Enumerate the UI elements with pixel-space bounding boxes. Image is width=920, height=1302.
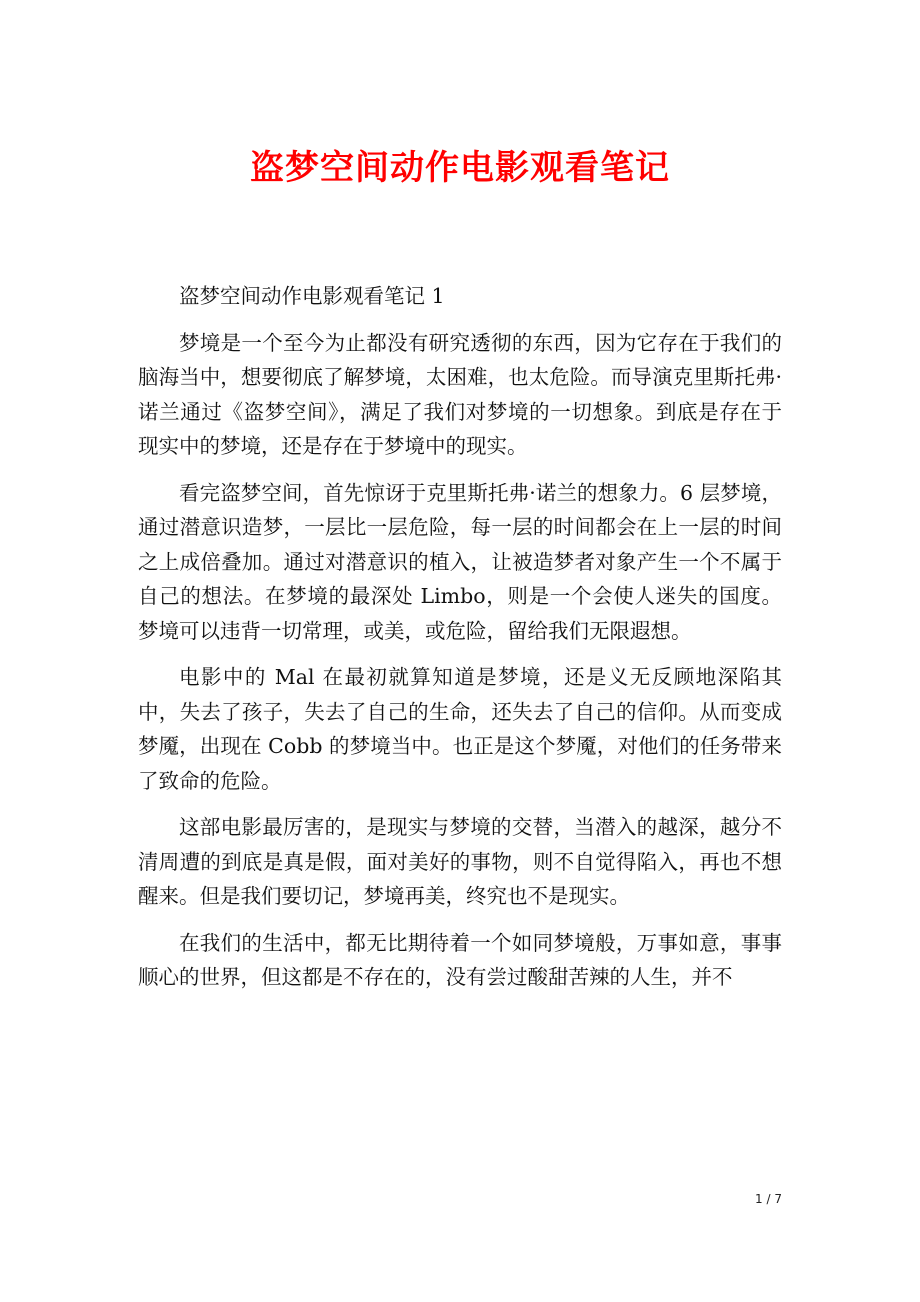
page-number: 1 / 7 xyxy=(755,1192,782,1206)
paragraph-3: 电影中的 Mal 在最初就算知道是梦境，还是义无反顾地深陷其中，失去了孩子，失去了自己的生命，还失去了自己的信仰。从而变成梦魇，出现在 Cobb 的梦境当中。也正是这个梦魇，对他们的任务带来了致命的危险。 xyxy=(138,665,782,793)
document-title: 盗梦空间动作电影观看笔记 xyxy=(250,148,670,188)
paragraph-4: 这部电影最厉害的，是现实与梦境的交替，当潜入的越深，越分不清周遭的到底是真是假，面对美好的事物，则不自觉得陷入，再也不想醒来。但是我们要切记，梦境再美，终究也不是现实。 xyxy=(138,815,782,908)
document-body xyxy=(138,279,782,1007)
paragraph-2: 看完盗梦空间，首先惊讶于克里斯托弗·诺兰的想象力。6 层梦境，通过潜意识造梦，一层比一层危险，每一层的时间都会在上一层的时间之上成倍叠加。通过对潜意识的植入，让被造梦者对象产生一个不属于自己的想法。在梦境的最深处 Limbo，则是一个会使人迷失的国度。梦境可以违背一切常理，或美，或危险，留给我们无限遐想。 xyxy=(138,480,782,643)
paragraph-5: 在我们的生活中，都无比期待着一个如同梦境般，万事如意，事事顺心的世界，但这都是不存在的，没有尝过酸甜苦辣的人生，并不 xyxy=(138,930,782,989)
paragraph-1: 梦境是一个至今为止都没有研究透彻的东西，因为它存在于我们的脑海当中，想要彻底了解梦境，太困难，也太危险。而导演克里斯托弗·诺兰通过《盗梦空间》，满足了我们对梦境的一切想象。到底是存在于现实中的梦境，还是存在于梦境中的现实。 xyxy=(138,330,782,458)
section-heading: 盗梦空间动作电影观看笔记 1 xyxy=(179,284,445,308)
